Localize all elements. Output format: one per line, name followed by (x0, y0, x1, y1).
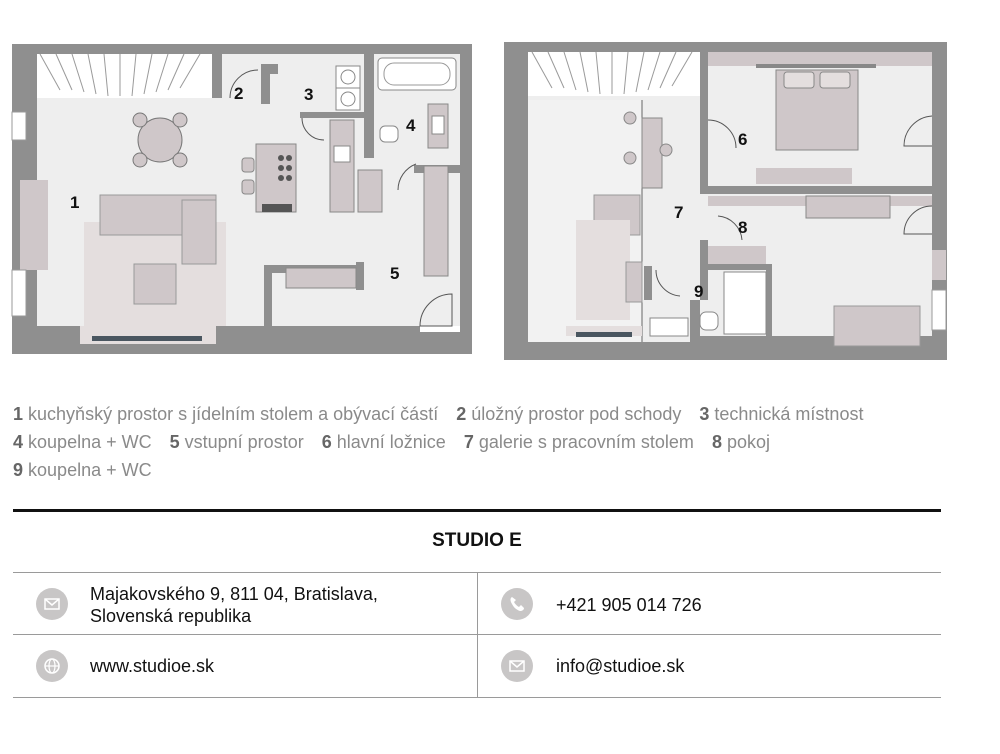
room-number-3: 3 (304, 85, 314, 104)
legend-row (13, 456, 988, 484)
address-line-1: Majakovského 9, 811 04, Bratislava, (90, 584, 378, 604)
envelope-icon (501, 650, 533, 682)
legend-item-1: 1 kuchyňský prostor s jídelním stolem a obývací částí (13, 404, 439, 424)
room-number-4: 4 (406, 116, 416, 135)
legend-item-5: 5 vstupní prostor (169, 432, 304, 452)
legend-item-6: 6 hlavní ložnice (321, 432, 446, 452)
website-link[interactable]: www.studioe.sk (90, 656, 215, 676)
room-number-5: 5 (390, 264, 400, 283)
studio-title: STUDIO E (432, 530, 522, 551)
legend-row (13, 400, 988, 428)
room-number-9: 9 (694, 282, 704, 301)
upper-floor-plan (504, 42, 947, 360)
globe-icon (36, 650, 68, 682)
phone-link[interactable]: +421 905 014 726 (556, 595, 702, 615)
legend-item-7: 7 galerie s pracovním stolem (463, 432, 694, 452)
table-line (13, 697, 941, 698)
room-legend (13, 400, 988, 484)
room-number-8: 8 (738, 218, 748, 237)
address-line-2: Slovenská republika (90, 606, 252, 626)
room-number-6: 6 (738, 130, 748, 149)
legend-item-3: 3 technická místnost (699, 404, 864, 424)
legend-item-4: 4 koupelna + WC (13, 432, 152, 452)
legend-row (13, 428, 988, 456)
email-link[interactable]: info@studioe.sk (556, 656, 685, 676)
address (90, 583, 378, 627)
room-number-2: 2 (234, 84, 244, 103)
table-divider (477, 572, 478, 697)
envelope-icon (36, 588, 68, 620)
legend-item-2: 2 úložný prostor pod schody (456, 404, 682, 424)
room-number-1: 1 (70, 193, 80, 212)
phone-icon (501, 588, 533, 620)
section-divider (13, 509, 941, 512)
room-number-7: 7 (674, 203, 684, 222)
ground-floor-plan (12, 44, 472, 354)
legend-item-8: 8 pokoj (711, 432, 770, 452)
legend-item-9: 9 koupelna + WC (13, 460, 152, 480)
